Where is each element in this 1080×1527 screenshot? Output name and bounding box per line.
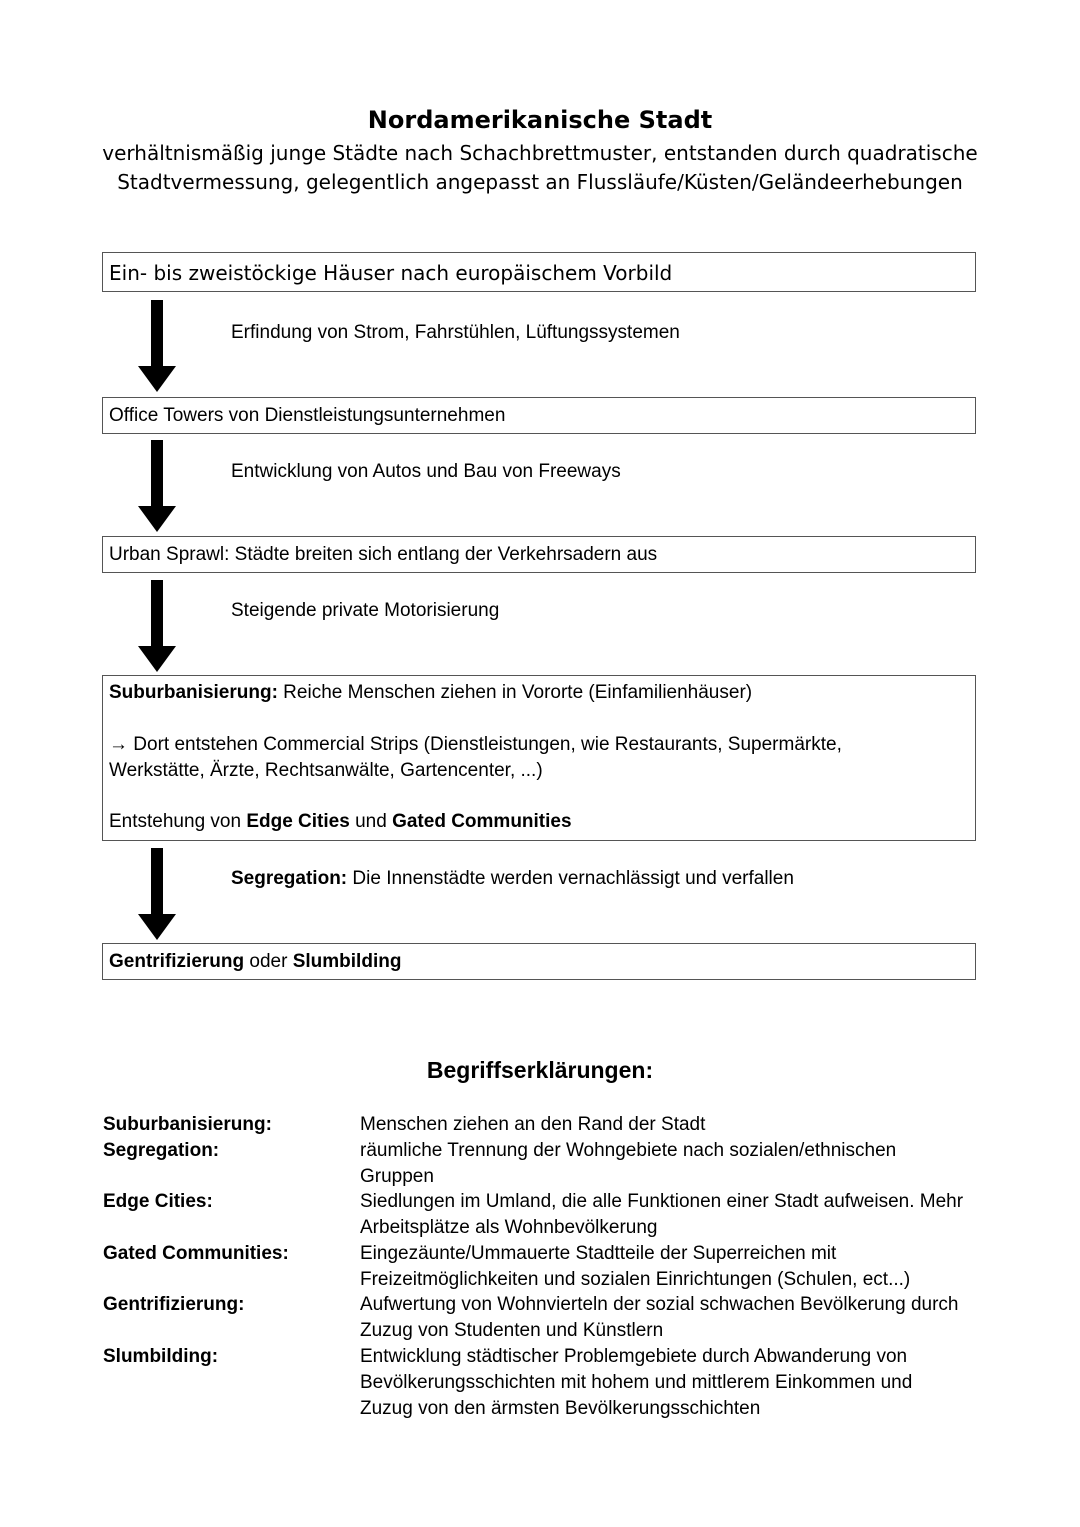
edge-cities-line (109, 811, 572, 833)
glossary-term: Edge Cities: (103, 1191, 213, 1212)
flow-box-office-towers-text: Office Towers von Dienstleistungsunternehmen (109, 405, 506, 426)
gentrifizierung-term: Gentrifizierung (109, 951, 245, 972)
glossary-definition: Eingezäunte/Ummauerte Stadtteile der Superreichen mit Freizeitmöglichkeiten und sozialen Einrichtungen (Schulen, ect...) (360, 1243, 911, 1290)
glossary-term: Gentrifizierung: (103, 1294, 245, 1315)
glossary-term: Suburbanisierung: (103, 1114, 272, 1135)
down-arrow-icon (138, 300, 176, 392)
suburbanisierung-line (109, 682, 752, 704)
flow-box-gentrifizierung (102, 943, 976, 980)
commercial-strips-line-2: Werkstätte, Ärzte, Rechtsanwälte, Gartencenter, ...) (109, 760, 543, 781)
segregation-term: Segregation: (231, 868, 348, 889)
glossary-title: Begriffserklärungen: (426, 1057, 654, 1083)
subtitle-line-1: verhältnismäßig junge Städte nach Schachbrettmuster, entstanden durch quadratische (102, 141, 978, 165)
slumbilding-term: Slumbilding (292, 951, 402, 972)
suburbanisierung-text: Reiche Menschen ziehen in Vororte (Einfamilienhäuser) (277, 682, 753, 703)
glossary-term: Slumbilding: (103, 1346, 219, 1367)
down-arrow-icon (138, 440, 176, 532)
page-title: Nordamerikanische Stadt (367, 106, 713, 134)
subtitle-line-2: Stadtvermessung, gelegentlich angepasst an Flussläufe/Küsten/Geländeerhebungen (117, 170, 963, 194)
oder-text: oder (244, 951, 293, 972)
glossary-definition: Menschen ziehen an den Rand der Stadt (360, 1114, 706, 1135)
gated-communities-term: Gated Communities (392, 811, 572, 832)
flow-step-label: Entwicklung von Autos und Bau von Freeways (231, 461, 621, 482)
down-arrow-icon (138, 848, 176, 940)
flow-box-houses (102, 252, 976, 292)
flow-step-label: Steigende private Motorisierung (231, 600, 500, 621)
edge-cities-and: und (349, 811, 393, 832)
edge-cities-term: Edge Cities (246, 811, 350, 832)
down-arrow-icon (138, 580, 176, 672)
flow-box-houses-text: Ein- bis zweistöckige Häuser nach europäischem Vorbild (109, 261, 673, 285)
flow-step-label-segregation (231, 868, 794, 890)
glossary-definition: räumliche Trennung der Wohngebiete nach sozialen/ethnischen Gruppen (360, 1140, 897, 1187)
page-subtitle (90, 139, 990, 197)
flow-step-label: Erfindung von Strom, Fahrstühlen, Lüftungssystemen (231, 322, 680, 343)
glossary-definition: Aufwertung von Wohnvierteln der sozial schwachen Bevölkerung durch Zuzug von Studenten und Künstlern (360, 1294, 959, 1341)
glossary-term: Gated Communities: (103, 1243, 289, 1264)
glossary-definition: Siedlungen im Umland, die alle Funktionen einer Stadt aufweisen. Mehr Arbeitsplätze als Wohnbevölkerung (360, 1191, 964, 1238)
flow-box-suburbanisierung (102, 675, 976, 841)
commercial-strips-line: → Dort entstehen Commercial Strips (Dienstleistungen, wie Restaurants, Supermärkte, (109, 734, 842, 755)
glossary-definition: Entwicklung städtischer Problemgebiete durch Abwanderung von Bevölkerungsschichten mit hohem und mittlerem Einkommen und Zuzug von den ärmsten Bevölkerungsschichten (360, 1346, 913, 1419)
suburbanisierung-term: Suburbanisierung: (109, 682, 278, 703)
edge-cities-prefix: Entstehung von (109, 811, 247, 832)
glossary-term: Segregation: (103, 1140, 220, 1161)
flow-box-urban-sprawl (102, 536, 976, 573)
flow-box-urban-sprawl-text: Urban Sprawl: Städte breiten sich entlang der Verkehrsadern aus (109, 544, 658, 565)
flow-box-office-towers (102, 397, 976, 434)
segregation-text: Die Innenstädte werden vernachlässigt und verfallen (347, 868, 794, 889)
